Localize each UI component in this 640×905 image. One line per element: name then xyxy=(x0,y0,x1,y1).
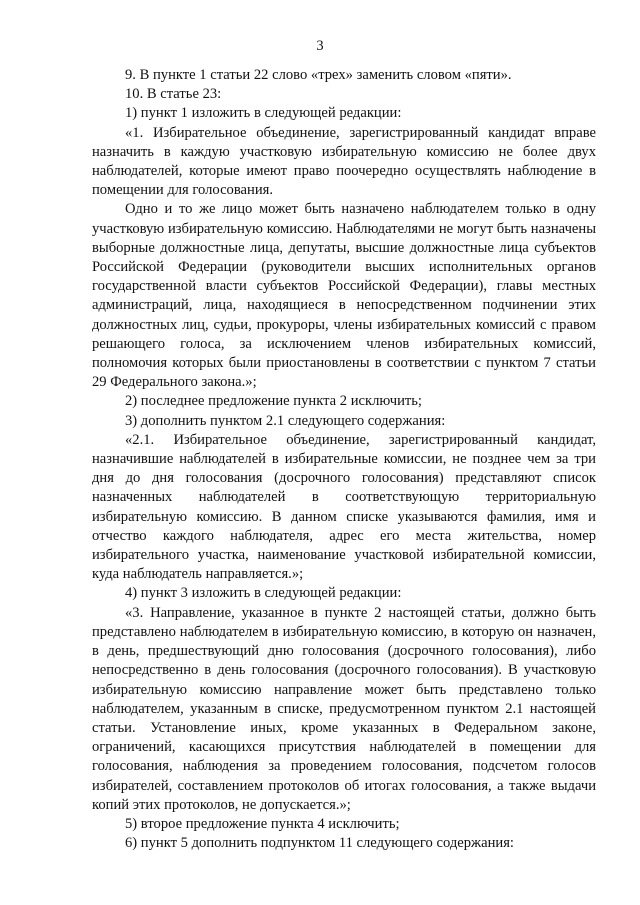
paragraph-subitem-1: 1) пункт 1 изложить в следующей редакции: xyxy=(125,105,402,122)
paragraph-subitem-6: 6) пункт 5 дополнить подпунктом 11 следующего содержания: xyxy=(125,835,514,852)
quoted-clause-1: «1. Избирательное объединение, зарегистрированный кандидат вправе назначить в каждую участковую избирательную комиссию не более двух наблюдателей, которые имеют право поочередно осуществлять наблюдение в помещении для голосования. xyxy=(92,124,596,199)
paragraph-subitem-2: 2) последнее предложение пункта 2 исключить; xyxy=(125,393,422,410)
paragraph-subitem-3: 3) дополнить пунктом 2.1 следующего содержания: xyxy=(125,412,446,429)
paragraph-subitem-5: 5) второе предложение пункта 4 исключить; xyxy=(125,815,400,832)
paragraph-item-10: 10. В статье 23: xyxy=(125,86,222,103)
paragraph-subitem-4: 4) пункт 3 изложить в следующей редакции: xyxy=(125,585,402,602)
quoted-clause-3: «3. Направление, указанное в пункте 2 настоящей статьи, должно быть представлено наблюдателем в избирательную комиссию, в которую он назначен, в день, предшествующий дню голосования (досрочного голосования), либо непосредственно в день голосования (досрочного голосования). В участковую избирательную комиссию направление может быть представлено только наблюдателем, указанным в списке, предусмотренном пунктом 2.1 настоящей статьи. Установление иных, кроме указанных в Федеральном законе, ограничений, касающихся присутствия наблюдателей в помещении для голосования, наблюдения за проведением голосования, подсчетом голосов избирателей, составлением протоколов об итогах голосования, а также выдачи копий этих протоколов, не допускается.»; xyxy=(92,604,596,813)
page-number: 3 xyxy=(316,38,324,54)
quoted-clause-2-1: «2.1. Избирательное объединение, зарегистрированный кандидат, назначившие наблюдателей в избирательные комиссии, не позднее чем за три дня до дня голосования (досрочного голосования) представляют список назначенных наблюдателей в соответствующую территориальную избирательную комиссию. В данном списке указываются фамилия, имя и отчество каждого наблюдателя, адрес его места жительства, номер избирательного участка, наименование участковой избирательной комиссии, куда наблюдатель направляется.»; xyxy=(92,431,596,583)
paragraph-item-9: 9. В пункте 1 статьи 22 слово «трех» заменить словом «пяти». xyxy=(125,67,512,83)
document-body xyxy=(92,66,596,853)
quoted-clause-1-continued: Одно и то же лицо может быть назначено наблюдателем только в одну участковую избирательную комиссию. Наблюдателями не могут быть назначены выборные должностные лица, депутаты, высшие должностные лица субъектов Российской Федерации (руководители высших исполнительных органов государственной власти субъектов Российской Федерации), главы местных администраций, лица, находящиеся в непосредственном подчинении этих должностных лиц, судьи, прокуроры, члены избирательных комиссий с правом решающего голоса, за исключением членов избирательных комиссий, полномочия которых были приостановлены в соответствии с пунктом 7 статьи 29 Федерального закона.»; xyxy=(92,201,596,391)
